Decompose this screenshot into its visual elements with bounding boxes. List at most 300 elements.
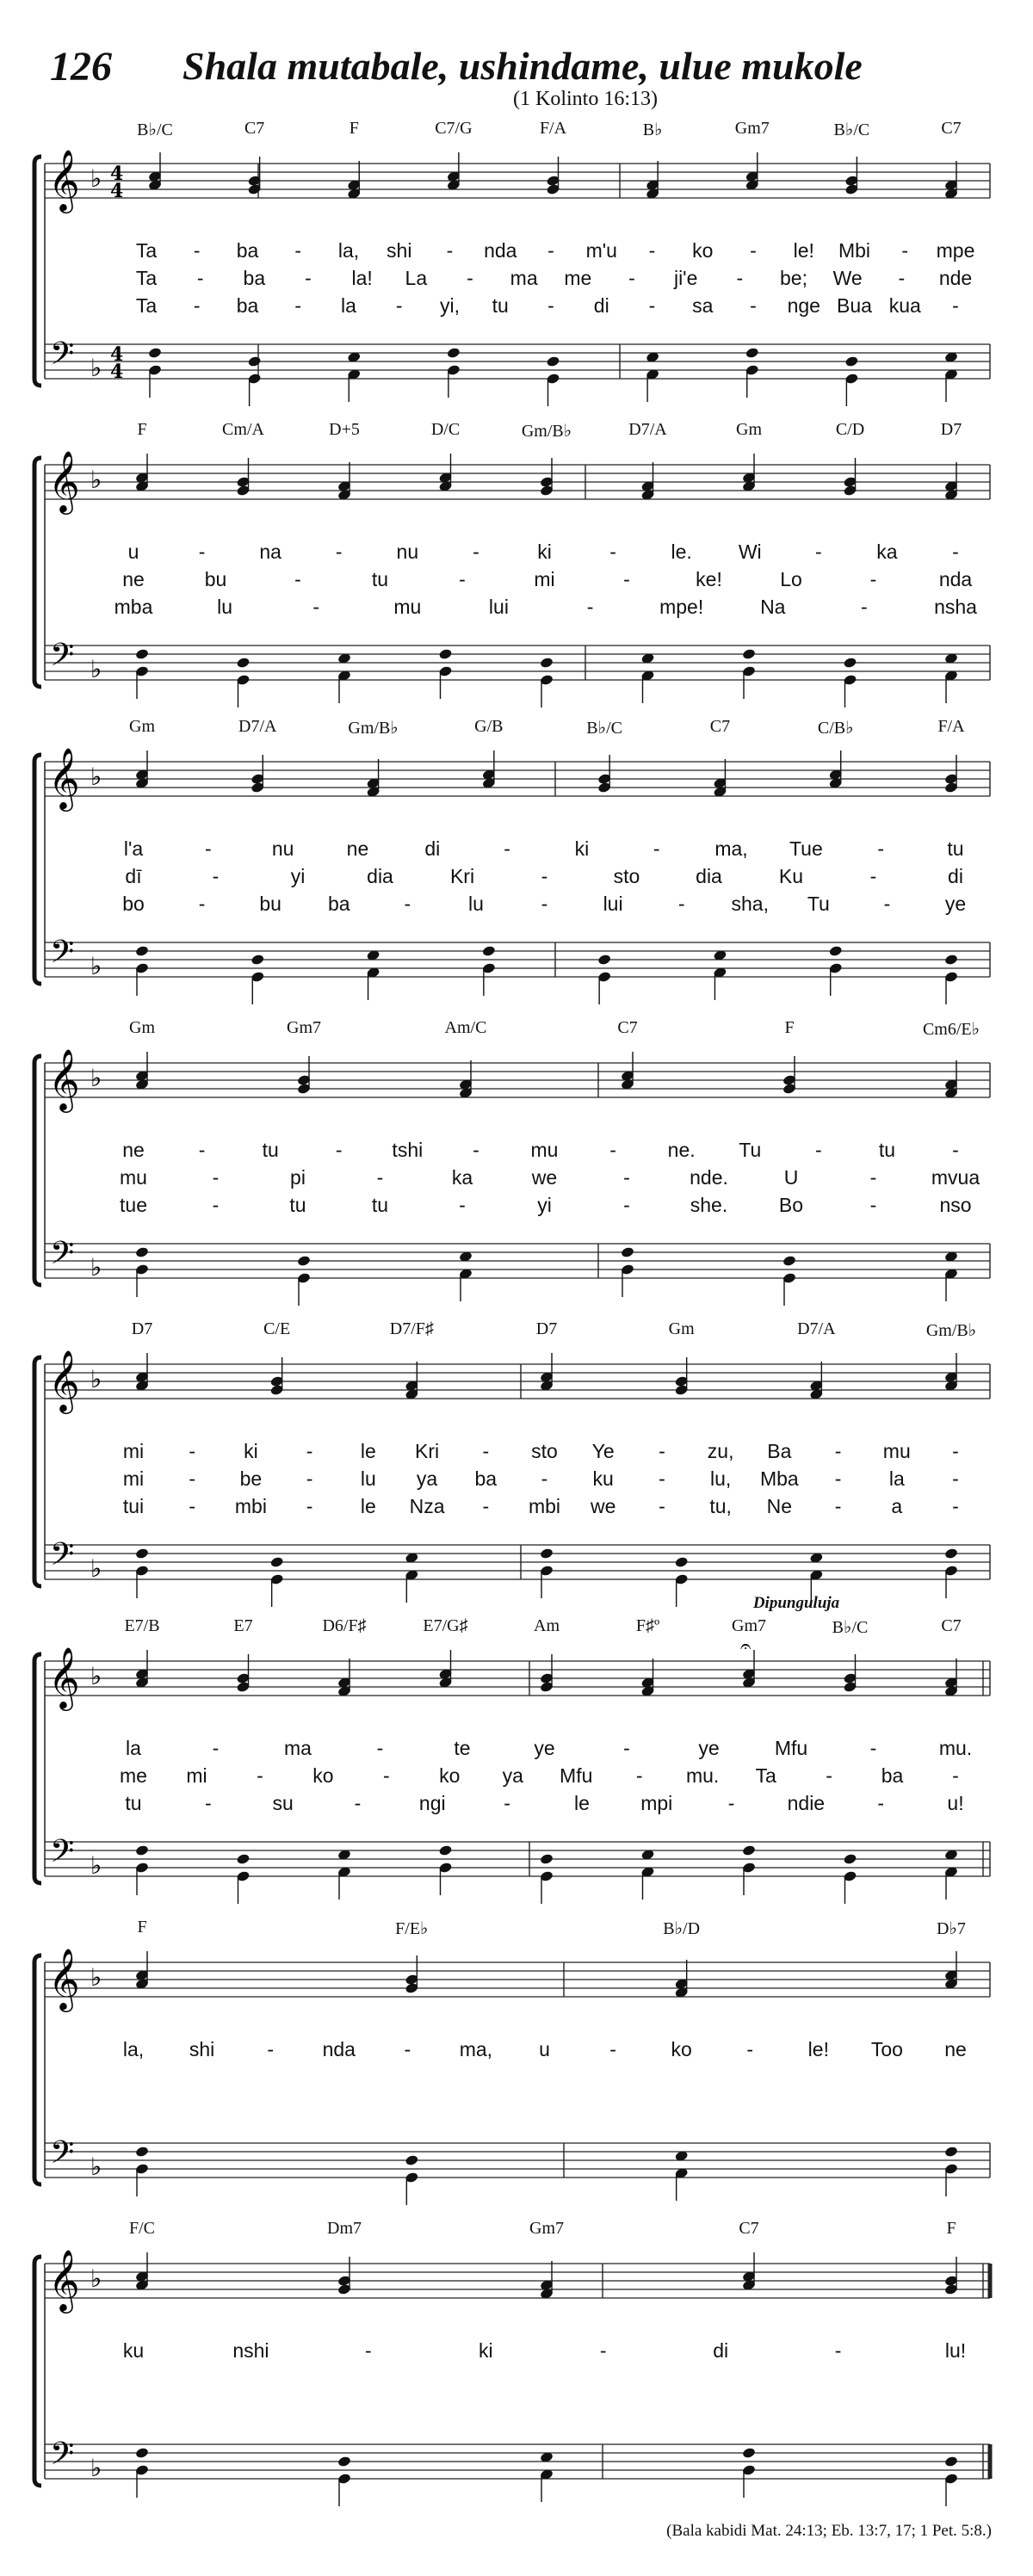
lyric-syllable: - [467,267,473,289]
lyric-syllable: - [504,1792,510,1814]
bass-notehead [148,347,163,359]
bass-notehead [944,1547,959,1560]
lyric-syllable: Tue [789,837,823,860]
lyric-syllable: m'u [585,239,617,262]
lyric-syllable: ne. [667,1139,696,1161]
lyric-syllable: Mbi [838,239,871,262]
bass-notehead [843,1853,857,1865]
lyric-syllable: - [648,239,656,262]
bass-notehead [742,1844,757,1856]
lyric-syllable: mpi [640,1792,673,1814]
hymn-number: 126 [50,44,112,90]
time-signature-denominator: 4 [110,361,124,383]
lyric-syllable: - [877,1792,885,1814]
bass-clef-icon: 𝄢 [50,1833,75,1877]
lyric-syllable: mpe [936,239,975,262]
lyric-syllable: la! [351,267,373,289]
staff-system-graphic [0,1330,1033,1605]
chord-symbol: Gm/B♭ [348,719,399,738]
lyric-syllable: Ta [135,294,158,317]
lyric-syllable: - [482,1440,490,1462]
lyric-syllable: - [198,541,206,563]
lyric-syllable: nu [396,541,419,563]
lyric-syllable: nde [938,267,973,289]
lyric-syllable: - [189,1440,196,1462]
lyric-syllable: ki [478,2339,493,2362]
treble-staff [45,1962,990,1997]
bass-notehead [438,648,453,660]
lyric-syllable: Bua [837,294,872,317]
key-signature-flat-icon: ♭ [90,1365,102,1393]
lyric-syllable: mpe! [659,596,704,618]
chord-symbol: Cm/A [222,420,264,439]
chord-symbol: C/B♭ [817,719,854,738]
treble-clef-icon: 𝄞 [48,1947,80,2010]
lyric-syllable: - [952,1467,959,1490]
lyric-syllable: - [834,1467,842,1490]
treble-staff [45,2264,990,2298]
bass-notehead [540,657,554,669]
lyric-syllable: nda [938,568,973,590]
bass-staff [45,1545,990,1579]
lyric-syllable: - [952,1764,959,1787]
lyric-syllable: - [383,1764,390,1787]
lyric-syllable: mu [393,596,422,618]
lyric-syllable: nge [787,294,820,317]
lyric-syllable: tu [125,1792,142,1814]
lyric-syllable: Nza [409,1495,445,1517]
bass-notehead [843,657,857,669]
bass-clef-icon: 𝄢 [50,2134,75,2178]
lyric-syllable: - [869,1166,877,1189]
lyric-syllable: Mfu [774,1737,808,1759]
key-signature-flat-icon: ♭ [90,1851,102,1880]
bass-notehead [828,945,843,957]
lyric-syllable: le [360,1440,376,1462]
lyric-syllable: - [189,1467,196,1490]
bass-notehead [597,954,612,966]
lyric-syllable: we [591,1495,616,1517]
lyric-syllable: - [883,893,891,915]
lyric-syllable: nso [939,1194,972,1216]
chord-symbol: E7/B [124,1616,160,1635]
chord-symbol: Cm6/E♭ [922,1020,980,1039]
lyric-syllable: ne [122,568,145,590]
lyric-syllable: nsha [934,596,977,618]
bass-clef-icon: 𝄢 [50,336,75,380]
scripture-reference: (1 Kolinto 16:13) [513,88,658,110]
bass-notehead [236,1853,251,1865]
lyric-syllable: - [952,1440,959,1462]
lyric-syllable: Kri [449,865,475,887]
lyric-syllable: tu, [709,1495,732,1517]
lyric-syllable: ya [416,1467,438,1490]
lyric-syllable: - [659,1495,665,1517]
bass-notehead [546,355,560,368]
lyric-syllable: - [952,1139,959,1161]
bass-notehead [742,648,757,660]
lyric-syllable: - [257,1764,263,1787]
bass-notehead [405,2154,419,2166]
bass-staff [45,2444,990,2479]
lyric-syllable: - [198,893,206,915]
fermata-icon: 𝄐 [740,1636,752,1658]
key-signature-flat-icon: ♭ [90,2153,102,2181]
lyric-syllable: - [623,1737,630,1759]
lyric-syllable: - [196,267,204,289]
chord-symbol: C7 [617,1018,638,1037]
system-7 [0,1918,1033,2203]
lyric-syllable: - [869,568,877,590]
lyric-syllable: mbi [234,1495,267,1517]
lyric-syllable: a [891,1495,903,1517]
lyric-syllable: - [459,568,466,590]
lyric-syllable: - [599,2339,607,2362]
bass-notehead [844,355,859,368]
bass-notehead [438,1844,453,1856]
lyric-syllable: ye [944,893,967,915]
lyric-syllable: - [877,837,885,860]
chord-symbol: C/E [263,1319,291,1338]
lyric-syllable: me [120,1764,147,1787]
chord-symbol: B♭/C [832,1618,869,1637]
lyric-syllable: tu [371,568,389,590]
lyric-syllable: Mba [759,1467,799,1490]
lyric-syllable: - [746,2038,754,2060]
chord-symbol: D♭7 [937,1919,966,1938]
lyric-syllable: ba [243,267,266,289]
chord-symbol: Gm7 [529,2219,564,2238]
lyric-syllable: Wi [738,541,762,563]
system-8 [0,2219,1033,2505]
lyric-syllable: ko [312,1764,334,1787]
bass-notehead [540,1853,554,1865]
chord-symbol: D7/F♯ [389,1319,434,1338]
staff-system-graphic [0,2229,1033,2505]
lyric-syllable: - [459,1194,466,1216]
lyric-syllable: mu [882,1440,911,1462]
chord-symbol: D7 [131,1319,153,1338]
bass-notehead [269,1556,284,1568]
lyric-syllable: ma [284,1737,312,1759]
lyric-syllable: dia [696,865,722,887]
lyric-syllable: ne [944,2038,967,2060]
chord-symbol: Gm7 [734,119,770,138]
bass-notehead [482,945,497,957]
lyric-syllable: mu [120,1166,147,1189]
chord-symbol: C7 [709,717,731,736]
treble-clef-icon: 𝄞 [48,1349,80,1412]
lyric-syllable: - [294,568,301,590]
lyric-syllable: nda [484,239,517,262]
chord-symbol: Gm [129,717,155,736]
bass-notehead [337,2456,352,2468]
bass-clef-icon: 𝄢 [50,1235,75,1279]
lyric-syllable: ku [592,1467,614,1490]
lyric-syllable: dia [367,865,393,887]
lyric-syllable: le [573,1792,590,1814]
lyric-syllable: - [609,2038,616,2060]
chord-symbol: B♭/C [137,120,173,139]
lyric-syllable: ko [671,2038,692,2060]
lyric-syllable: - [404,2038,411,2060]
chord-symbol: Am [534,1616,560,1635]
lyric-syllable: - [623,1194,630,1216]
chord-symbol: D+5 [329,420,360,439]
lyric-syllable: Kri [415,1440,440,1462]
bass-notehead [135,2146,150,2158]
staff-system-graphic [0,1029,1033,1304]
system-bracket [34,1654,41,1883]
chord-symbol: F [946,2219,956,2238]
bass-notehead [297,1255,312,1267]
bass-notehead [944,2456,959,2468]
bass-clef-icon: 𝄢 [50,934,75,978]
lyric-syllable: - [869,1194,877,1216]
time-signature-denominator: 4 [110,180,124,202]
lyric-syllable: mu. [685,1764,720,1787]
lyric-syllable: - [586,596,594,618]
lyric-syllable: - [898,267,906,289]
bass-clef-icon: 𝄢 [50,637,75,681]
lyric-syllable: la, [337,239,360,262]
lyric-syllable: ma, [714,837,748,860]
lyric-syllable: mi [186,1764,207,1787]
lyric-syllable: le! [807,2038,829,2060]
lyric-syllable: - [609,541,616,563]
chord-symbol: Dm7 [327,2219,362,2238]
lyric-syllable: - [404,893,411,915]
system-1 [0,119,1033,405]
lyric-syllable: - [212,1737,220,1759]
lyric-syllable: lu [217,596,233,618]
lyric-syllable: - [659,1440,665,1462]
chord-symbol: F/C [128,2219,156,2238]
lyric-syllable: te [454,1737,471,1759]
lyric-syllable: - [504,837,510,860]
lyric-syllable: bu [259,893,281,915]
bass-notehead [247,355,262,368]
bass-clef-icon: 𝄢 [50,1536,75,1580]
staff-system-graphic [0,1928,1033,2203]
lyric-syllable: - [677,893,685,915]
lyric-syllable: - [294,239,302,262]
chord-symbol: G/B [474,717,504,736]
lyric-syllable: We [832,267,863,289]
chord-symbol: F/E♭ [395,1919,429,1938]
chord-symbol: B♭/C [586,719,622,738]
chord-symbol: F [137,1918,147,1937]
lyric-syllable: mi [122,1440,145,1462]
lyric-syllable: ka [876,541,898,563]
lyric-syllable: ne [122,1139,145,1161]
lyric-syllable: Ta [135,267,158,289]
lyric-syllable: u [127,541,139,563]
lyric-syllable: ki [574,837,590,860]
lyric-syllable: dī [125,865,142,887]
lyric-syllable: - [541,1467,548,1490]
treble-staff [45,1063,990,1097]
lyric-syllable: tue [120,1194,147,1216]
treble-clef-icon: 𝄞 [48,148,80,211]
key-signature-flat-icon: ♭ [90,1963,102,1992]
lyric-syllable: - [306,1495,313,1517]
lyric-syllable: ndie [787,1792,826,1814]
treble-clef-icon: 𝄞 [48,1047,80,1110]
lyric-syllable: lu, [709,1467,732,1490]
lyric-syllable: ku [122,2339,145,2362]
lyric-syllable: u! [947,1792,964,1814]
lyric-syllable: tu [492,294,509,317]
chord-symbol: Am/C [444,1018,487,1037]
lyric-syllable: - [609,1139,616,1161]
lyric-syllable: ki [244,1440,258,1462]
lyric-syllable: - [952,1495,959,1517]
lyric-syllable: ngi [418,1792,446,1814]
lyric-syllable: di [948,865,963,887]
lyric-syllable: lu! [944,2339,967,2362]
lyric-syllable: ka [451,1166,473,1189]
chord-symbol: Gm [736,420,762,439]
lyric-syllable: - [814,541,822,563]
lyric-syllable: ji'e [673,267,698,289]
lyric-syllable: bo [122,893,145,915]
bass-notehead [135,1547,150,1560]
lyric-syllable: kua [888,294,921,317]
chord-symbol: C7 [941,119,962,138]
chord-symbol: D7 [940,420,962,439]
bass-staff [45,2143,990,2178]
footnote-references: (Bala kabidi Mat. 24:13; Eb. 13:7, 17; 1 Pet. 5:8.) [666,2522,992,2540]
system-bracket [34,1357,41,1586]
bass-staff [45,1244,990,1278]
lyric-syllable: Na [760,596,786,618]
lyric-syllable: ba [881,1764,904,1787]
key-signature-flat-icon: ♭ [90,2264,102,2293]
chord-symbol: C7 [739,2219,759,2238]
chord-symbol: B♭/C [833,120,870,139]
lyric-syllable: Mfu [560,1764,593,1787]
lyric-syllable: Ne [766,1495,793,1517]
lyric-syllable: yi [537,1194,552,1216]
chord-symbol: B♭ [642,120,663,139]
lyric-syllable: La [405,267,428,289]
bass-notehead [135,648,150,660]
lyric-syllable: tu [947,837,964,860]
system-2 [0,420,1033,706]
lyric-syllable: - [204,837,212,860]
treble-clef-icon: 𝄞 [48,1646,80,1708]
bass-notehead [782,1255,797,1267]
lyric-syllable: - [354,1792,362,1814]
chord-symbol: E7 [233,1616,253,1635]
lyric-syllable: - [212,1194,220,1216]
lyric-syllable: - [306,1440,313,1462]
lyric-syllable: tu [262,1139,279,1161]
lyric-syllable: Lo [780,568,802,590]
lyric-syllable: - [376,1166,384,1189]
key-signature-flat-icon: ♭ [90,952,102,980]
lyric-syllable: mvua [931,1166,980,1189]
lyric-syllable: la [126,1737,141,1759]
chord-symbol: Gm/B♭ [521,422,572,441]
lyric-syllable: u [539,2038,550,2060]
lyric-syllable: - [306,1467,313,1490]
bass-notehead [742,2447,757,2459]
lyric-syllable: le! [793,239,814,262]
fermata-annotation: Dipunguluja [752,1594,840,1612]
lyric-syllable: - [901,239,909,262]
lyric-syllable: - [198,1139,206,1161]
lyric-syllable: - [869,1737,877,1759]
time-signature-numerator: 4 [110,343,124,366]
lyric-syllable: mi [122,1467,145,1490]
lyric-syllable: ko [439,1764,461,1787]
hymn-title: Shala mutabale, ushindame, ulue mukole [182,44,863,88]
lyric-syllable: ma [510,267,538,289]
chord-symbol: Gm [129,1018,155,1037]
system-bracket [34,1955,41,2184]
key-signature-flat-icon: ♭ [90,763,102,791]
system-bracket [34,157,41,386]
lyric-syllable: - [736,267,744,289]
chord-symbol: F [349,119,359,138]
bass-notehead [135,945,150,957]
system-4 [0,1018,1033,1304]
lyric-syllable: bu [204,568,227,590]
key-signature-flat-icon: ♭ [90,354,102,382]
lyric-syllable: - [861,596,868,618]
bass-clef-icon: 𝄢 [50,2436,75,2480]
lyric-syllable: - [212,1166,220,1189]
system-bracket [34,2257,41,2486]
lyric-syllable: nshi [232,2339,269,2362]
lyric-syllable: ke! [696,568,722,590]
lyric-syllable: be; [780,267,807,289]
bass-notehead [135,2447,150,2459]
system-6 [0,1594,1033,1902]
bass-notehead [135,1246,150,1258]
lyric-syllable: mba [114,596,153,618]
lyric-syllable: ye [698,1737,720,1759]
lyric-syllable: - [365,2339,372,2362]
chord-symbol: C7 [244,119,265,138]
lyric-syllable: Ye [591,1440,615,1462]
lyric-syllable: - [547,239,554,262]
lyric-syllable: la [341,294,356,317]
key-signature-flat-icon: ♭ [90,1064,102,1092]
treble-clef-icon: 𝄞 [48,746,80,809]
lyric-syllable: ki [537,541,552,563]
chord-symbol: C/D [835,420,865,439]
lyric-syllable: Ba [767,1440,792,1462]
lyric-syllable: - [294,294,302,317]
system-3 [0,717,1033,1003]
lyric-syllable: sto [613,865,640,887]
lyric-syllable: sa [692,294,714,317]
lyric-syllable: - [834,1440,842,1462]
lyric-syllable: - [204,1792,212,1814]
lyric-syllable: - [473,541,479,563]
lyric-syllable: ya [502,1764,523,1787]
lyric-syllable: - [312,596,320,618]
key-signature-flat-icon: ♭ [90,1253,102,1282]
key-signature-flat-icon: ♭ [90,164,102,193]
lyric-syllable: su [272,1792,294,1814]
lyric-syllable: tui [122,1495,145,1517]
lyric-syllable: - [750,239,757,262]
lyric-syllable: - [869,865,877,887]
